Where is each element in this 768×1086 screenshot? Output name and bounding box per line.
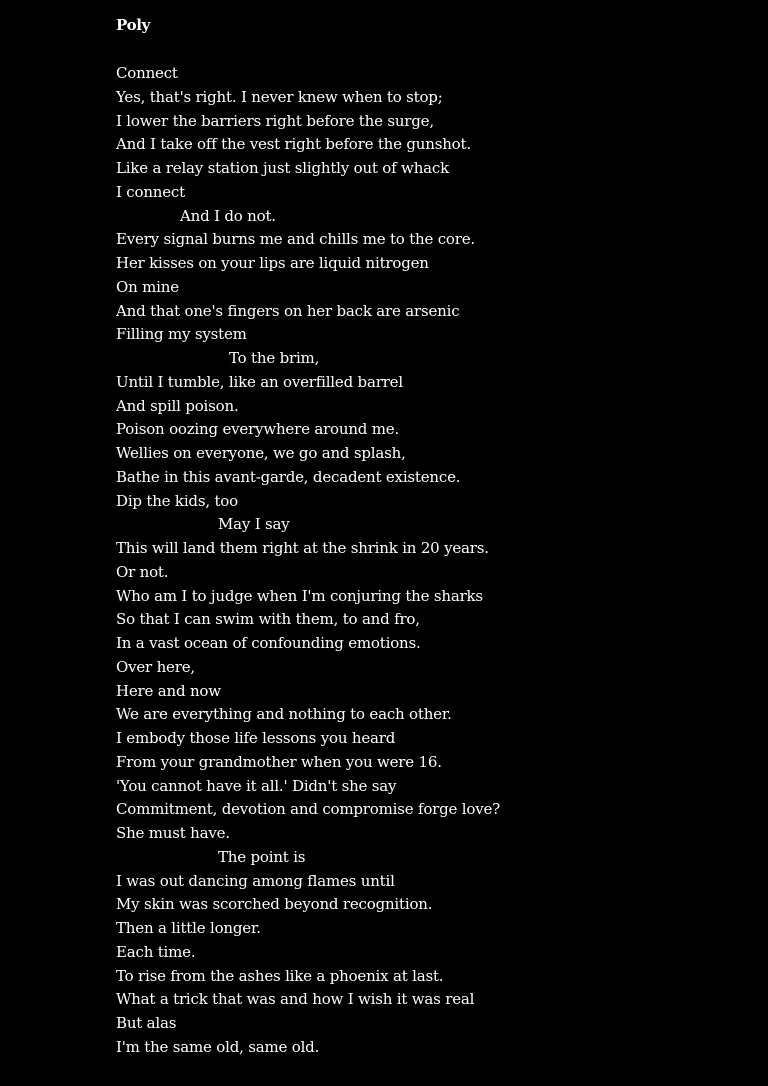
poem-line: Until I tumble, like an overfilled barrel: [116, 372, 403, 391]
poem-line: Filling my system: [116, 325, 247, 344]
poem-line: And spill poison.: [116, 396, 239, 415]
poem-line: So that I can swim with them, to and fro,: [116, 610, 420, 629]
poem-body: [116, 62, 746, 1060]
poem-line: She must have.: [116, 824, 230, 842]
poem-line: And I take off the vest right before the gunshot.: [116, 135, 471, 154]
poem-line: Bathe in this avant-garde, decadent existence.: [116, 467, 461, 486]
poem-line: Poison oozing everywhere around me.: [116, 420, 400, 439]
poem-line: Or not.: [116, 562, 169, 581]
poem-line: May I say: [218, 515, 290, 534]
poem-title: Poly: [116, 16, 151, 34]
poem-line: In a vast ocean of confounding emotions.: [116, 634, 421, 652]
poem-line: And I do not.: [180, 206, 276, 225]
poem-line: 'You cannot have it all.' Didn't she say: [116, 776, 397, 795]
poem-line: Then a little longer.: [116, 919, 261, 937]
poem-line: I lower the barriers right before the surge,: [116, 111, 434, 130]
poem-line: Every signal burns me and chills me to the core.: [116, 230, 475, 249]
poem-line: Connect: [116, 64, 178, 82]
poem-line: Over here,: [116, 657, 195, 676]
poem-line: But alas: [116, 1014, 177, 1032]
poem-line: Her kisses on your lips are liquid nitrogen: [116, 254, 429, 272]
poem-line: Each time.: [116, 942, 196, 961]
poem-line: Dip the kids, too: [116, 491, 238, 510]
poem-line: We are everything and nothing to each other.: [116, 705, 452, 724]
poem-line: I embody those life lessons you heard: [116, 729, 396, 747]
poem-line: My skin was scorched beyond recognition.: [116, 895, 433, 914]
poem-line: I'm the same old, same old.: [116, 1037, 320, 1056]
poem-line: Commitment, devotion and compromise forge love?: [116, 800, 500, 819]
poem-line: From your grandmother when you were 16.: [116, 752, 442, 771]
poem-line: The point is: [218, 847, 306, 866]
poem-line: Here and now: [116, 681, 221, 700]
poem-line: And that one's fingers on her back are arsenic: [116, 301, 460, 320]
poem-line: On mine: [116, 277, 179, 296]
poem-line: Who am I to judge when I'm conjuring the sharks: [116, 586, 483, 605]
poem-line: To rise from the ashes like a phoenix at last.: [116, 966, 444, 985]
poem-line: To the brim,: [229, 349, 320, 367]
poem-line: I connect: [116, 182, 185, 201]
poem-line: Yes, that's right. I never knew when to stop;: [116, 87, 443, 106]
poem-line: Like a relay station just slightly out of whack: [116, 159, 449, 177]
poem-line: This will land them right at the shrink in 20 years.: [116, 539, 489, 557]
poem-page: [116, 14, 746, 1060]
poem-line: What a trick that was and how I wish it was real: [116, 990, 475, 1009]
poem-line: Wellies on everyone, we go and splash,: [116, 444, 406, 462]
poem-line: I was out dancing among flames until: [116, 871, 395, 890]
